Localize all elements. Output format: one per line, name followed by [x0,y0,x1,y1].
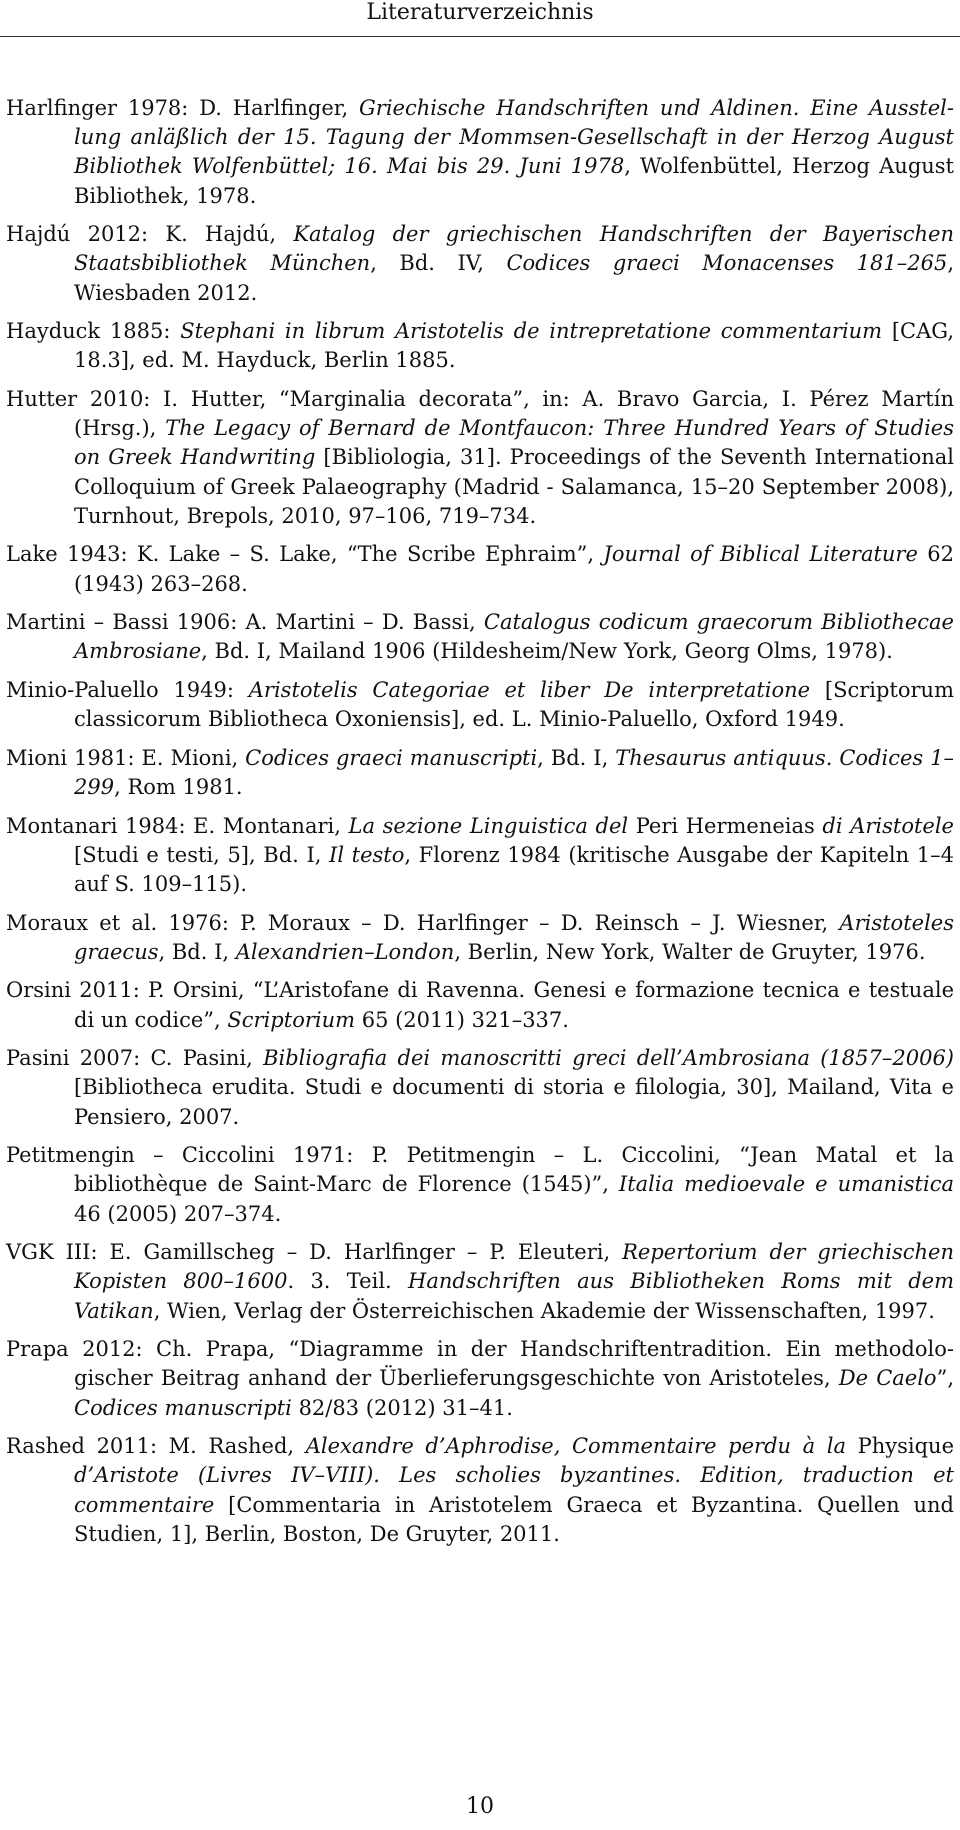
entry-title-segment: Aristotelis Categoriae et liber De interpretatione [248,678,811,702]
entry-text-segment: , Florenz 1984 (kritische Ausgabe der Kapiteln 1–4 auf S. 109–115). [74,842,955,896]
entry-title-segment: Italia medioevale e umanistica [618,1172,954,1197]
entry-title-segment: Alexandrien–London [235,939,455,964]
entry-text-segment: Martini – Bassi 1906: A. Martini – D. Bassi, [6,610,484,635]
entry-text-segment: , Bd. I, Mailand 1906 (Hildesheim/New York, Georg Olms, 1978). [201,639,893,664]
entry-text-segment: Physique [846,1434,954,1459]
entry-title-segment: Catalogus codicum graecorum Bibliothecae Ambrosiane [74,610,954,664]
entry-title-segment: di Aristotele [822,813,954,838]
bibliography-entry [6,1335,954,1423]
bibliography-entry [6,317,954,375]
entry-text-segment: Montanari 1984: E. Montanari, [6,813,349,838]
entry-text-segment: , Bd. IV, [370,251,507,276]
entry-text-segment: Moraux et al. 1976: P. Moraux – D. Harlfinger – D. Reinsch – J. Wiesner, [6,910,840,935]
entry-text-segment: Petitmengin – Ciccolini 1971: P. Petitmengin – L. Ciccolini, “Jean Matal et la bibliothèque de Saint-Marc de Florence (1545)”, [6,1143,954,1197]
entry-text-segment: Rashed 2011: M. Rashed, [6,1434,306,1459]
bibliography-entry [6,909,954,967]
entry-title-segment: Bibliografia dei manoscritti greci dell’Ambrosiana (1857–2006) [263,1046,954,1071]
entry-text-segment: , Bd. I, [158,939,236,964]
entry-title-segment: Griechische Handschriften und Aldinen. Eine Ausstellung anläßlich der 15. Tagung der Mommsen-Gesellschaft in der Herzog August Bibliothek Wolfenbüttel; 16. Mai bis 29. Juni 1978 [74,96,954,179]
entry-text-segment: Hutter 2010: I. Hutter, “Marginalia decorata”, in: A. Bravo Garcia, I. Pérez Martín (Hrsg.), [6,387,954,441]
bibliography-entry [6,676,954,734]
entry-title-segment: Il testo [329,842,405,867]
bibliography-entry [6,1044,954,1132]
page-number: 10 [466,1794,494,1819]
bibliography-entry [6,1238,954,1326]
entry-text-segment: , Wolfenbüttel, Herzog August Bibliothek, 1978. [74,154,954,208]
header-rule [0,36,960,37]
bibliography-entry [6,385,954,531]
bibliography-entry [6,220,954,308]
entry-text-segment: [Commentaria in Aristotelem Graeca et Byzantina. Quellen und Studien, 1], Berlin, Boston, De Gruyter, 2011. [74,1492,954,1546]
entry-title-segment: Journal of Biblical Literature [603,542,918,567]
entry-text-segment: [Studi e testi, 5], Bd. I, [74,842,330,867]
entry-title-segment: Stephani in librum Aristotelis de intrepretatione commentarium [180,319,883,344]
entry-text-segment: Orsini 2011: P. Orsini, “L’Aristofane di Ravenna. Genesi e formazione tecnica e testuale di un codice”, [6,978,954,1032]
entry-title-segment: Codices manuscripti [74,1395,292,1420]
entry-text-segment: Pasini 2007: C. Pasini, [6,1046,264,1071]
entry-text-segment: Hajdú 2012: K. Hajdú, [6,222,294,247]
entry-text-segment: Hayduck 1885: [6,319,181,344]
entry-title-segment: Katalog der griechischen Handschriften der Bayerischen Staatsbibliothek München [74,222,955,276]
entry-text-segment: , Wiesbaden 2012. [74,251,955,305]
entry-title-segment: d’Aristote (Livres IV–VIII). Les scholies byzantines. Edition, traduction et commentaire [74,1463,954,1517]
entry-title-segment: Thesaurus antiquus. Codices 1–299 [74,745,954,799]
entry-title-segment: Codices graeci manuscripti [245,745,538,770]
entry-text-segment: Peri Hermeneias [628,813,823,838]
bibliography-entry [6,1432,954,1549]
entry-text-segment: 46 (2005) 207–374. [74,1201,282,1226]
entry-title-segment: La sezione Linguistica del [348,813,629,838]
entry-text-segment: ”, [936,1366,954,1391]
running-header: Literaturverzeichnis [366,0,594,25]
bibliography-entry [6,608,954,666]
entry-title-segment: Repertorium der griechischen Kopisten 800–1600 [74,1240,955,1294]
entry-title-segment: The Legacy of Bernard de Montfaucon: Three Hundred Years of Studies on Greek Handwriting [74,416,955,470]
entry-text-segment: , Wien, Verlag der Österreichischen Akademie der Wissenschaften, 1997. [153,1298,935,1323]
entry-text-segment: VGK III: E. Gamillscheg – D. Harlfinger – P. Eleuteri, [6,1240,623,1265]
entry-text-segment: Minio-Paluello 1949: [6,678,249,702]
entry-text-segment: Mioni 1981: E. Mioni, [6,745,246,770]
entry-text-segment: 82/83 (2012) 31–41. [291,1395,513,1420]
bibliography-entry [6,976,954,1034]
entry-text-segment: 62 (1943) 263–268. [74,542,954,596]
entry-text-segment: [Scriptorum classicorum Bibliotheca Oxoniensis], ed. L. Minio-Paluello, Oxford 1949. [74,678,954,732]
bibliography-entry [6,812,954,900]
entry-text-segment: , Rom 1981. [114,775,243,799]
entry-title-segment: Aristoteles graecus [74,910,954,964]
entry-text-segment: Harlfinger 1978: D. Harlfinger, [6,96,360,120]
bibliography-entry [6,94,954,211]
entry-title-segment: Alexandre d’Aphrodise, Commentaire perdu à la [305,1434,846,1459]
entry-title-segment: De Caelo [838,1366,937,1391]
entry-text-segment: [CAG, 18.3], ed. M. Hayduck, Berlin 1885. [74,319,954,373]
bibliography-entry [6,1141,954,1229]
bibliography-entry [6,744,954,802]
entry-text-segment: Lake 1943: K. Lake – S. Lake, “The Scribe Ephraim”, [6,542,604,567]
entry-title-segment: Handschriften aus Bibliotheken Roms mit dem Vatikan [74,1269,954,1323]
entry-text-segment: , Berlin, New York, Walter de Gruyter, 1976. [454,939,926,964]
entry-title-segment: Scriptorium [227,1007,356,1032]
entry-text-segment: , Bd. I, [537,745,616,770]
entry-text-segment: Prapa 2012: Ch. Prapa, “Diagramme in der Handschriftentradition. Ein methodologischer Beitrag anhand der Überlieferungsgeschichte von Aristoteles, [6,1337,954,1391]
bibliography-entry [6,540,954,598]
entry-title-segment: Codices graeci Monacenses 181–265 [506,251,948,276]
entry-text-segment: 65 (2011) 321–337. [355,1007,569,1032]
entry-text-segment: [Bibliologia, 31]. Proceedings of the Seventh International Colloquium of Greek Palaeography (Madrid - Salamanca, 15–20 September 2008), Turnhout, Brepols, 2010, 97–106, 719–734. [74,445,954,528]
entry-text-segment: [Bibliotheca erudita. Studi e documenti di storia e filologia, 30], Mailand, Vita e Pensiero, 2007. [74,1075,954,1129]
entry-text-segment: . 3. Teil. [287,1269,409,1294]
bibliography-list [6,94,954,1558]
